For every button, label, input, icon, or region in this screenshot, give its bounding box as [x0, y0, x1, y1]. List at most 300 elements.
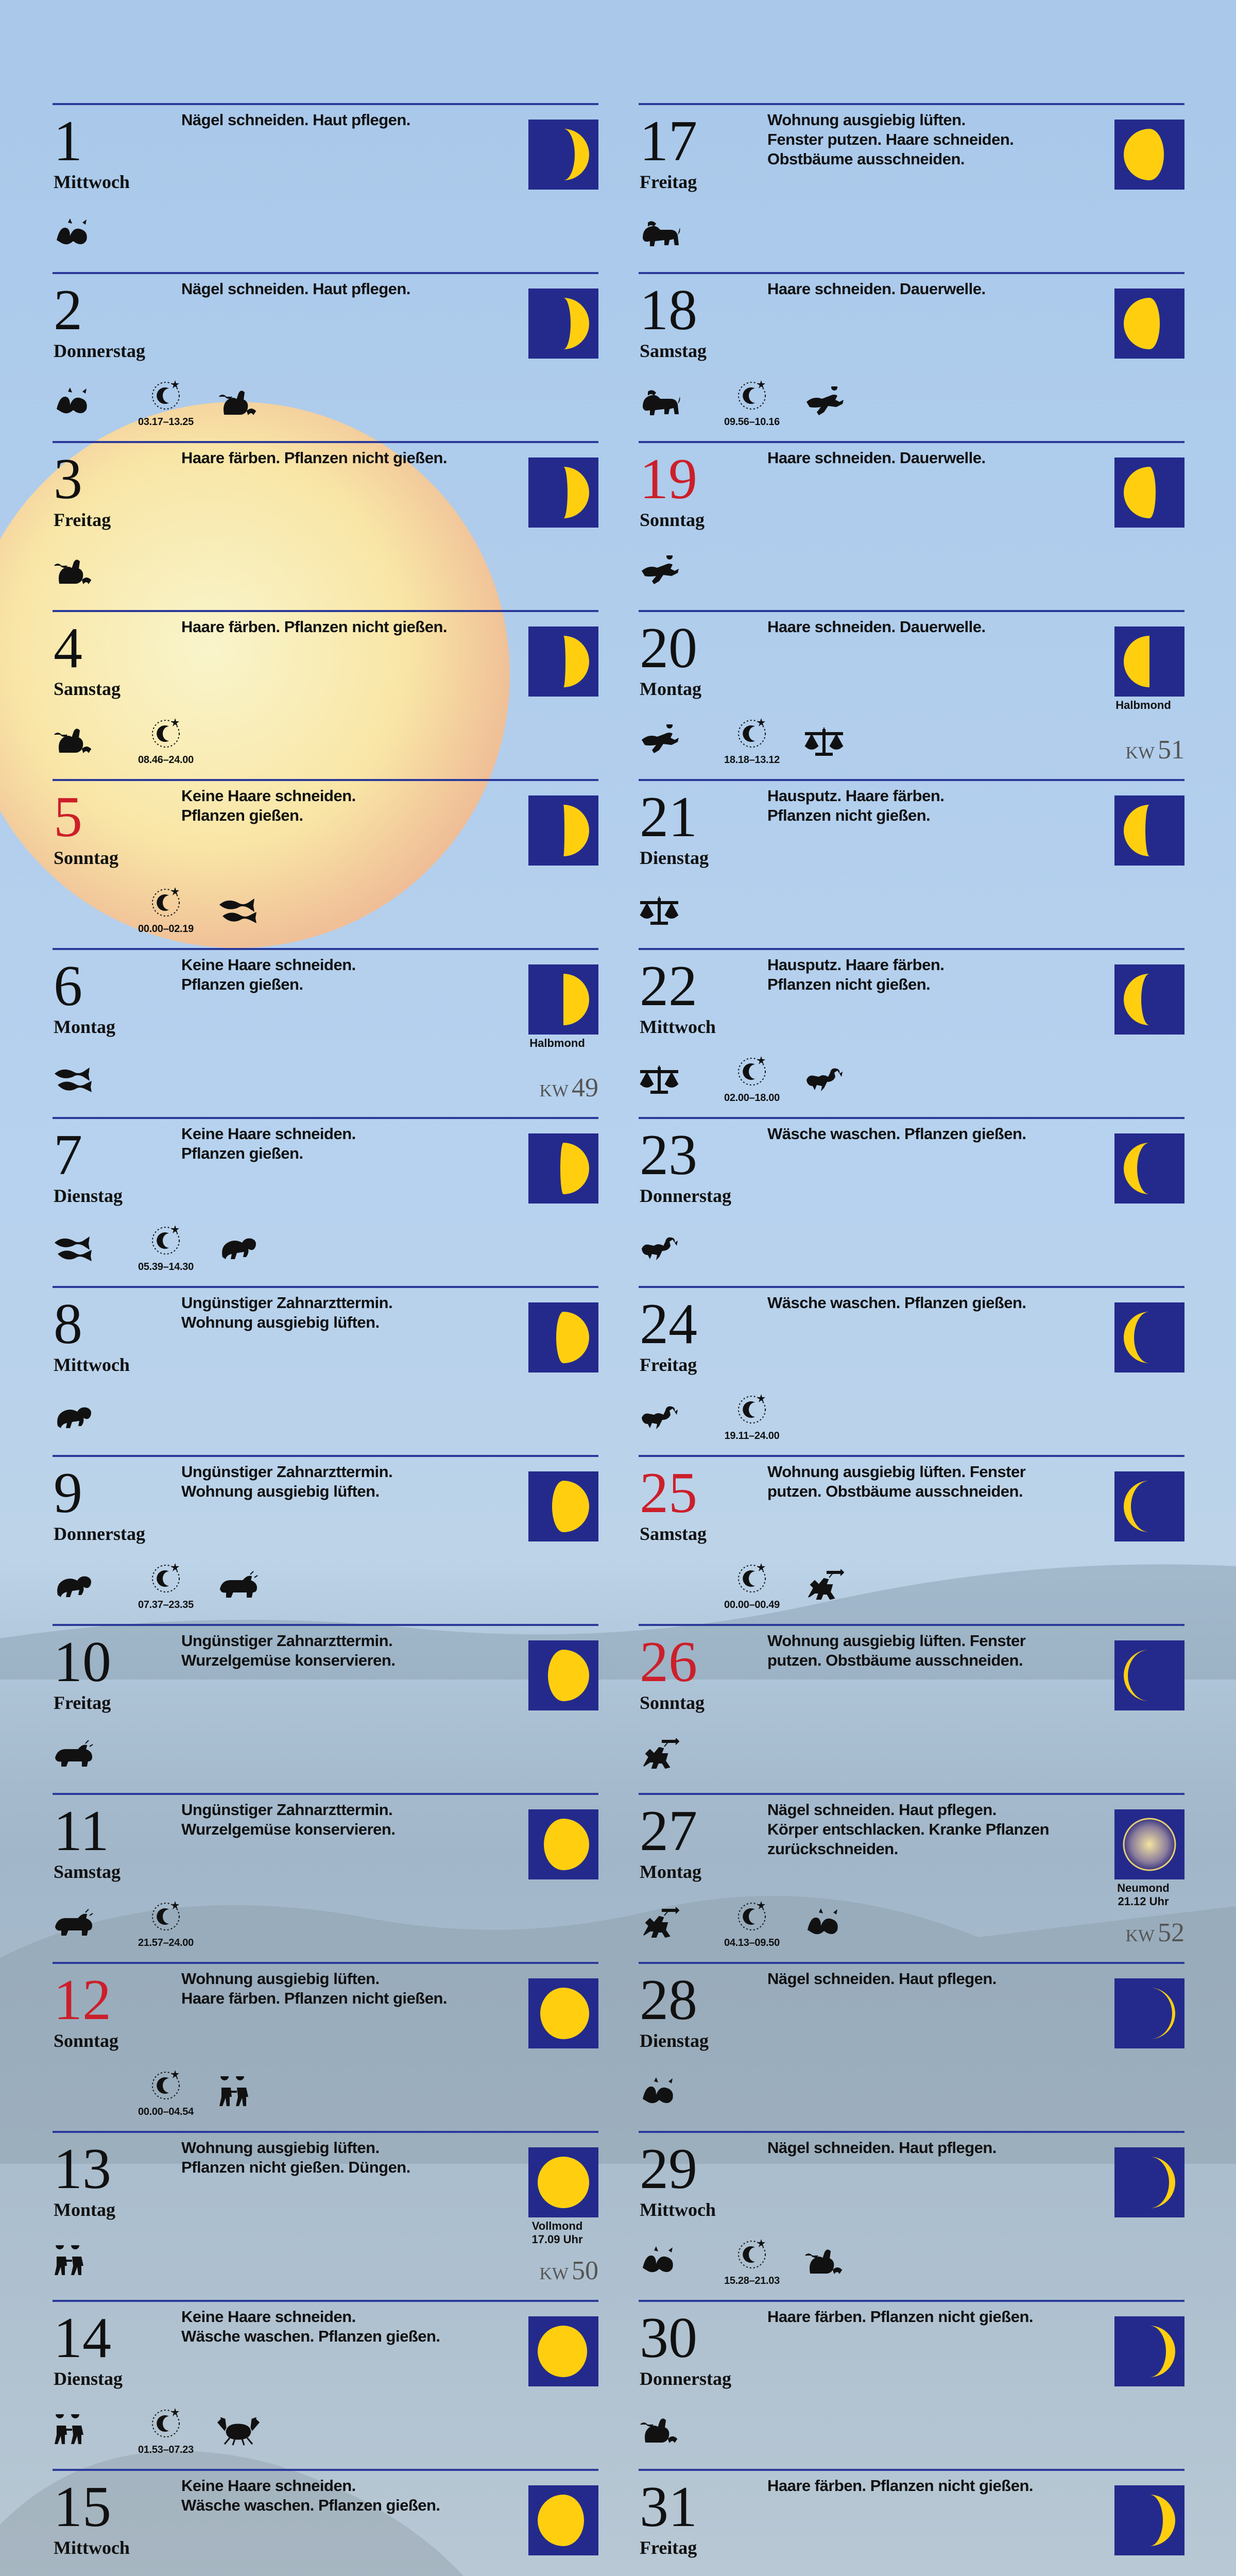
aquarius-sign: [217, 386, 261, 418]
sagittarius-icon: [639, 1907, 682, 1939]
day-entry: [53, 1962, 598, 2131]
zodiac-row: [53, 2400, 413, 2456]
moon-cycle-icon: [731, 1896, 772, 1937]
day-entry: [639, 441, 1184, 610]
zodiac-row: [53, 541, 413, 598]
capricorn-icon: [53, 217, 96, 249]
zodiac-row: [53, 2569, 413, 2576]
leo-sign: [639, 217, 682, 249]
zodiac-row: [639, 541, 999, 598]
zodiac-row: [53, 203, 413, 260]
aries-icon: [53, 1569, 96, 1601]
zodiac-row: [53, 1724, 413, 1781]
zodiac-row: [53, 710, 413, 767]
sign-change-time: 04.13–09.50: [724, 1937, 780, 1948]
aquarius-icon: [217, 386, 261, 418]
moon-cycle-icon: [731, 1558, 772, 1599]
moon-phase-icon: [1114, 795, 1184, 866]
aquarius-sign: [53, 555, 96, 587]
gemini-icon: [53, 2245, 96, 2277]
weekday-label: Mittwoch: [640, 2199, 716, 2220]
moon-phase-icon: [1114, 1133, 1184, 1204]
moon-phase-icon: [1114, 2485, 1184, 2555]
day-number: 11: [54, 1799, 109, 1863]
sign-change: [711, 2234, 793, 2285]
sign-change-time: 08.46–24.00: [138, 754, 194, 766]
zodiac-row: [53, 879, 413, 936]
week-number-value: 49: [572, 1073, 598, 1103]
weekday-label: Montag: [640, 679, 701, 699]
weekday-label: Sonntag: [54, 2030, 119, 2051]
aquarius-icon: [53, 724, 96, 756]
moon-cycle-icon: [731, 2572, 772, 2576]
day-number: 24: [640, 1292, 697, 1356]
moon-phase-icon: [1114, 120, 1184, 190]
day-entry: [639, 2300, 1184, 2469]
libra-icon: [803, 724, 847, 756]
weekday-label: Sonntag: [54, 848, 119, 868]
libra-icon: [639, 893, 682, 925]
day-number: 8: [54, 1292, 82, 1356]
sign-change: [711, 1896, 793, 1947]
zodiac-row: [639, 879, 999, 936]
virgo-sign: [639, 724, 682, 756]
aquarius-icon: [803, 2245, 847, 2277]
moon-cycle-icon: [145, 2065, 186, 2106]
week-number-value: 51: [1158, 735, 1184, 765]
zodiac-row: [639, 1724, 999, 1781]
moon-phase-icon: [1114, 1302, 1184, 1372]
sign-change: [711, 713, 793, 765]
day-entry: [53, 1793, 598, 1962]
day-number: 1: [54, 109, 82, 173]
moon-phase-icon: [528, 2485, 598, 2555]
weekday-label: Freitag: [640, 172, 697, 192]
capricorn-sign: [803, 1907, 847, 1939]
day-number: 4: [54, 616, 82, 680]
week-number: [539, 1073, 598, 1103]
zodiac-row: [53, 1555, 413, 1612]
weekday-label: Montag: [54, 1016, 115, 1037]
day-entry: [53, 1286, 598, 1455]
moon-phase-icon: [528, 1471, 598, 1541]
gemini-icon: [217, 2076, 261, 2108]
day-note: Nägel schneiden. Haut pflegen.: [181, 111, 410, 129]
weekday-label: Freitag: [640, 1354, 697, 1375]
day-entry: [53, 610, 598, 779]
day-note: Nägel schneiden. Haut pflegen. Körper entschlacken. Kranke Pflanzen zurückschneiden.: [767, 1801, 1050, 1858]
day-entry: [639, 2469, 1184, 2576]
sign-change: [711, 375, 793, 427]
day-number: 22: [640, 954, 697, 1018]
zodiac-row: [639, 1217, 999, 1274]
sign-change-time: 05.39–14.30: [138, 1261, 194, 1273]
zodiac-row: [639, 203, 999, 260]
scorpio-icon: [639, 1231, 682, 1263]
weekday-label: Freitag: [54, 1692, 111, 1713]
zodiac-row: [639, 2400, 999, 2456]
aries-sign: [53, 1400, 96, 1432]
sign-change-time: 00.00–04.54: [138, 2106, 194, 2117]
sign-change: [125, 1220, 207, 1272]
weekday-label: Dienstag: [640, 848, 709, 868]
sign-change-time: 19.11–24.00: [724, 1430, 780, 1442]
day-entry: [53, 2300, 598, 2469]
virgo-icon: [639, 555, 682, 587]
moon-cycle-icon: [145, 882, 186, 923]
moon-phase-icon: [528, 626, 598, 697]
virgo-sign: [639, 555, 682, 587]
day-note: Nägel schneiden. Haut pflegen.: [767, 1970, 997, 1988]
week-number: [1125, 1918, 1184, 1948]
day-entry: [53, 779, 598, 948]
day-note: Keine Haare schneiden. Pflanzen gießen.: [181, 787, 356, 824]
day-note: Hausputz. Haare färben. Pflanzen nicht gießen.: [767, 956, 945, 993]
moon-cycle-icon: [731, 1051, 772, 1092]
sign-change-time: 01.53–07.23: [138, 2444, 194, 2455]
day-number: 2: [54, 278, 82, 342]
sign-change-time: 00.00–02.19: [138, 923, 194, 935]
moon-phase-icon: [1114, 1978, 1184, 2048]
day-note: Wohnung ausgiebig lüften. Haare färben. Pflanzen nicht gießen.: [181, 1970, 448, 2007]
moon-phase-icon: [528, 795, 598, 866]
aries-sign: [53, 1569, 96, 1601]
taurus-icon: [53, 1738, 96, 1770]
day-number: 3: [54, 447, 82, 511]
capricorn-icon: [639, 2245, 682, 2277]
aquarius-sign: [53, 724, 96, 756]
moon-phase-icon: [528, 1809, 598, 1879]
day-note: Keine Haare schneiden. Pflanzen gießen.: [181, 1125, 356, 1162]
moon-cycle-icon: [145, 1896, 186, 1937]
sagittarius-sign: [803, 1569, 847, 1601]
day-entry: [639, 103, 1184, 272]
moon-cycle-icon: [145, 1220, 186, 1261]
day-note: Haare färben. Pflanzen nicht gießen.: [181, 449, 448, 467]
capricorn-icon: [53, 386, 96, 418]
aries-icon: [53, 1400, 96, 1432]
moon-phase-icon: [528, 1978, 598, 2048]
weekday-label: Donnerstag: [640, 1185, 731, 1206]
day-note: Nägel schneiden. Haut pflegen.: [767, 2139, 997, 2157]
day-number: 30: [640, 2306, 697, 2370]
day-note: Wäsche waschen. Pflanzen gießen.: [767, 1125, 1026, 1143]
libra-sign: [639, 893, 682, 925]
taurus-icon: [217, 1569, 261, 1601]
sign-change: [125, 2065, 207, 2116]
weekday-label: Sonntag: [640, 1692, 705, 1713]
leo-sign: [639, 386, 682, 418]
zodiac-row: [53, 372, 413, 429]
zodiac-row: [639, 1893, 999, 1950]
day-number: 7: [54, 1123, 82, 1187]
moon-cycle-icon: [731, 2234, 772, 2275]
capricorn-sign: [53, 217, 96, 249]
day-note: Keine Haare schneiden. Pflanzen gießen.: [181, 956, 356, 993]
moon-phase-icon: [528, 1133, 598, 1204]
weekday-label: Donnerstag: [54, 341, 145, 361]
day-entry: [639, 1793, 1184, 1962]
day-number: 15: [54, 2475, 111, 2539]
weekday-label: Montag: [640, 1861, 701, 1882]
day-number: 14: [54, 2306, 111, 2370]
leo-icon: [639, 217, 682, 249]
week-number: [1125, 735, 1184, 765]
day-number: 18: [640, 278, 697, 342]
moon-phase-icon: [1114, 2316, 1184, 2386]
week-number-value: 52: [1158, 1918, 1184, 1947]
taurus-sign: [53, 1738, 96, 1770]
moon-cycle-icon: [731, 1389, 772, 1430]
weekday-label: Dienstag: [640, 2030, 709, 2051]
day-note: Keine Haare schneiden. Wäsche waschen. Pflanzen gießen.: [181, 2308, 440, 2345]
aries-icon: [217, 1231, 261, 1263]
weekday-label: Donnerstag: [54, 1523, 145, 1544]
day-entry: [639, 1962, 1184, 2131]
weekday-label: Samstag: [54, 679, 121, 699]
day-number: 13: [54, 2137, 111, 2201]
day-note: Haare färben. Pflanzen nicht gießen.: [767, 2477, 1034, 2495]
day-number: 17: [640, 109, 697, 173]
day-number: 28: [640, 1968, 697, 2032]
capricorn-icon: [803, 1907, 847, 1939]
zodiac-row: [53, 1048, 413, 1105]
moon-phase-icon: [528, 1302, 598, 1372]
scorpio-sign: [803, 1062, 847, 1094]
day-note: Wäsche waschen. Pflanzen gießen.: [767, 1294, 1026, 1312]
pisces-icon: [53, 1231, 96, 1263]
day-note: Haare schneiden. Dauerwelle.: [767, 449, 986, 467]
capricorn-icon: [639, 2076, 682, 2108]
day-entry: [53, 103, 598, 272]
weekday-label: Samstag: [640, 1523, 707, 1544]
day-entry: [639, 2131, 1184, 2300]
day-number: 12: [54, 1968, 111, 2032]
taurus-icon: [53, 1907, 96, 1939]
moon-cycle-icon: [145, 2403, 186, 2444]
moon-phase-icon: [528, 2147, 598, 2217]
days-column-left: [53, 103, 598, 2576]
aries-sign: [217, 1231, 261, 1263]
sign-change: [125, 1896, 207, 1947]
pisces-sign: [53, 1062, 96, 1094]
cancer-icon: [217, 2414, 261, 2446]
scorpio-sign: [639, 1400, 682, 1432]
day-number: 27: [640, 1799, 697, 1863]
sign-change-time: 07.37–23.35: [138, 1599, 194, 1611]
weekday-label: Mittwoch: [54, 2537, 130, 2558]
moon-cycle-icon: [145, 1558, 186, 1599]
sign-change-time: 18.18–13.12: [724, 754, 780, 766]
day-entry: [53, 1455, 598, 1624]
moon-cycle-icon: [145, 713, 186, 754]
moon-cycle-icon: [145, 375, 186, 416]
scorpio-icon: [639, 1400, 682, 1432]
day-entry: [639, 272, 1184, 441]
day-number: 5: [54, 785, 82, 849]
week-number-prefix: KW: [539, 1081, 569, 1100]
zodiac-row: [53, 1893, 413, 1950]
sign-change: [711, 1051, 793, 1103]
cancer-sign: [217, 2414, 261, 2446]
taurus-sign: [217, 1569, 261, 1601]
day-number: 29: [640, 2137, 697, 2201]
pisces-sign: [53, 1231, 96, 1263]
day-note: Keine Haare schneiden. Wäsche waschen. Pflanzen gießen.: [181, 2477, 440, 2514]
sign-change: [125, 882, 207, 934]
gemini-icon: [53, 2414, 96, 2446]
libra-icon: [639, 1062, 682, 1094]
weekday-label: Samstag: [640, 341, 707, 361]
weekday-label: Dienstag: [54, 2368, 123, 2389]
day-note: Wohnung ausgiebig lüften. Fenster putzen. Haare schneiden. Obstbäume ausschneiden.: [767, 111, 1014, 168]
weekday-label: Samstag: [54, 1861, 121, 1882]
sign-change: [125, 713, 207, 765]
zodiac-row: [639, 2062, 999, 2119]
day-note: Hausputz. Haare färben. Pflanzen nicht gießen.: [767, 787, 945, 824]
moon-phase-icon: [528, 1640, 598, 1710]
pisces-icon: [217, 893, 261, 925]
sign-change-time: 02.00–18.00: [724, 1092, 780, 1104]
zodiac-row: [53, 2062, 413, 2119]
gemini-sign: [217, 2076, 261, 2108]
virgo-sign: [803, 386, 847, 418]
weekday-label: Dienstag: [54, 1185, 123, 1206]
leo-icon: [639, 386, 682, 418]
scorpio-icon: [803, 1062, 847, 1094]
capricorn-sign: [639, 2245, 682, 2277]
weekday-label: Mittwoch: [640, 1016, 716, 1037]
day-number: 10: [54, 1630, 111, 1694]
day-entry: [639, 779, 1184, 948]
day-entry: [53, 1624, 598, 1793]
weekday-label: Montag: [54, 2199, 115, 2220]
day-note: Wohnung ausgiebig lüften. Fenster putzen. Obstbäume ausschneiden.: [767, 1632, 1026, 1669]
taurus-sign: [53, 1907, 96, 1939]
moon-phase-icon: [528, 120, 598, 190]
day-note: Haare schneiden. Dauerwelle.: [767, 280, 986, 298]
sagittarius-sign: [639, 1907, 682, 1939]
day-entry: [53, 441, 598, 610]
pisces-sign: [217, 893, 261, 925]
day-number: 19: [640, 447, 697, 511]
day-number: 31: [640, 2475, 697, 2539]
weekday-label: Freitag: [640, 2537, 697, 2558]
sagittarius-sign: [639, 1738, 682, 1770]
sign-change-time: 00.00–00.49: [724, 1599, 780, 1611]
moon-phase-label: Vollmond 17.09 Uhr: [531, 2219, 583, 2246]
week-number-prefix: KW: [539, 2264, 569, 2283]
moon-phase-label: Halbmond: [529, 1037, 585, 1049]
day-note: Ungünstiger Zahnarzttermin. Wurzelgemüse konservieren.: [181, 1801, 396, 1838]
day-entry: [639, 1455, 1184, 1624]
moon-phase-label: Halbmond: [1115, 699, 1171, 711]
sign-change-time: 15.28–21.03: [724, 2275, 780, 2286]
moon-phase-icon: [1114, 1640, 1184, 1710]
week-number: [539, 2256, 598, 2286]
moon-phase-icon: [1114, 2147, 1184, 2217]
moon-phase-icon: [528, 289, 598, 359]
day-entry: [53, 948, 598, 1117]
moon-phase-icon: [528, 457, 598, 528]
day-number: 20: [640, 616, 697, 680]
weekday-label: Mittwoch: [54, 172, 130, 192]
day-number: 21: [640, 785, 697, 849]
day-entry: [53, 2469, 598, 2576]
aquarius-sign: [803, 2245, 847, 2277]
zodiac-row: [639, 2569, 999, 2576]
day-entry: [639, 1286, 1184, 1455]
day-note: Haare färben. Pflanzen nicht gießen.: [767, 2308, 1034, 2326]
sign-change: [711, 2572, 793, 2576]
day-entry: [53, 2131, 598, 2300]
zodiac-row: [639, 2231, 999, 2287]
day-number: 9: [54, 1461, 82, 1525]
week-number-value: 50: [572, 2256, 598, 2285]
gemini-sign: [53, 2414, 96, 2446]
zodiac-row: [639, 372, 999, 429]
weekday-label: Freitag: [54, 510, 111, 530]
day-note: Haare schneiden. Dauerwelle.: [767, 618, 986, 636]
moon-phase-icon: [1114, 964, 1184, 1035]
day-entry: [53, 272, 598, 441]
weekday-label: Donnerstag: [640, 2368, 731, 2389]
zodiac-row: [53, 1386, 413, 1443]
virgo-icon: [803, 386, 847, 418]
day-note: Wohnung ausgiebig lüften. Pflanzen nicht gießen. Düngen.: [181, 2139, 410, 2176]
capricorn-sign: [639, 2076, 682, 2108]
moon-phase-icon: [528, 964, 598, 1035]
moon-cycle-icon: [731, 375, 772, 416]
sign-change: [125, 2403, 207, 2454]
sign-change: [711, 1558, 793, 1609]
day-note: Wohnung ausgiebig lüften. Fenster putzen. Obstbäume ausschneiden.: [767, 1463, 1026, 1500]
zodiac-row: [639, 1048, 999, 1105]
moon-phase-label: Neumond 21.12 Uhr: [1117, 1882, 1170, 1908]
sign-change: [125, 375, 207, 427]
day-number: 23: [640, 1123, 697, 1187]
sign-change-time: 03.17–13.25: [138, 416, 194, 428]
day-entry: [639, 1624, 1184, 1793]
week-number-prefix: KW: [1125, 1926, 1155, 1945]
week-number-prefix: KW: [1125, 743, 1155, 762]
moon-phase-icon: [1114, 626, 1184, 697]
capricorn-sign: [53, 386, 96, 418]
moon-phase-icon: [528, 2316, 598, 2386]
sign-change: [125, 1558, 207, 1609]
gemini-sign: [53, 2245, 96, 2277]
day-entry: [639, 948, 1184, 1117]
aquarius-icon: [53, 555, 96, 587]
day-note: Haare färben. Pflanzen nicht gießen.: [181, 618, 448, 636]
aquarius-sign: [639, 2414, 682, 2446]
days-column-right: [639, 103, 1184, 2576]
moon-phase-icon: [1114, 289, 1184, 359]
day-entry: [639, 1117, 1184, 1286]
sagittarius-icon: [803, 1569, 847, 1601]
weekday-label: Sonntag: [640, 510, 705, 530]
day-number: 6: [54, 954, 82, 1018]
moon-cycle-icon: [731, 713, 772, 754]
day-entry: [53, 1117, 598, 1286]
pisces-icon: [53, 1062, 96, 1094]
moon-phase-icon: [1114, 1471, 1184, 1541]
zodiac-row: [53, 1217, 413, 1274]
day-note: Ungünstiger Zahnarzttermin. Wohnung ausgiebig lüften.: [181, 1463, 393, 1500]
sign-change: [711, 1389, 793, 1440]
day-number: 25: [640, 1461, 697, 1525]
scorpio-sign: [639, 1231, 682, 1263]
